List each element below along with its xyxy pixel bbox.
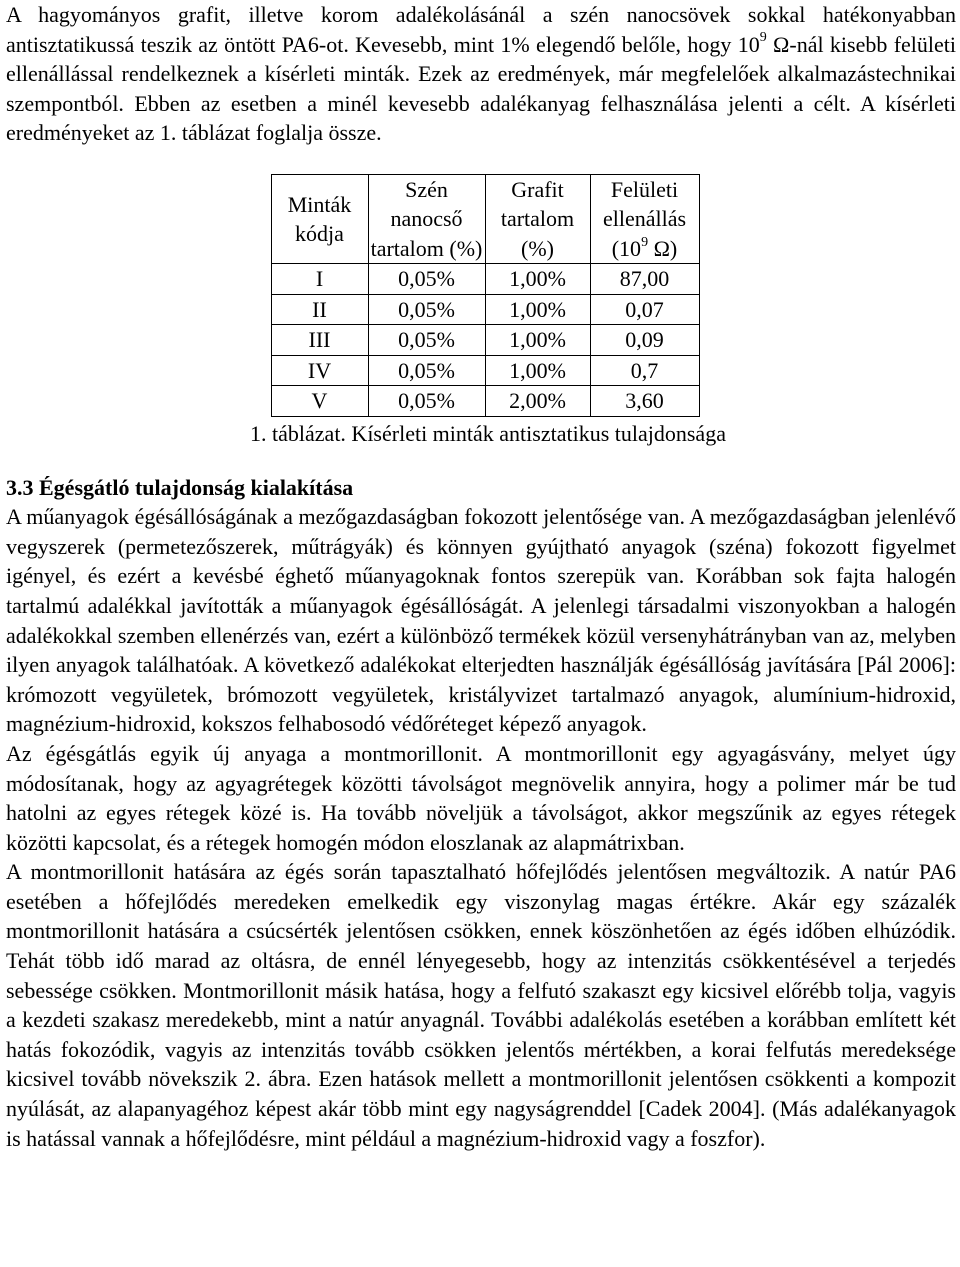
table-row xyxy=(271,355,699,386)
intro-text-part2: Ω-nál kisebb felületi ellenállással rendelkeznek a kísérleti minták. Ezek az eredmények, már megfelelőek alkalmazástechnikai szempontból. Ebben az esetben a minél kevesebb adalékanyag felhasználása jelenti a célt. A kísérleti eredményeket az 1. táblázat foglalja össze. xyxy=(6,31,956,146)
section-paragraph-3: A montmorillonit hatására az égés során tapasztalható hőfejlődés jelentősen megváltozik. A natúr PA6 esetében a hőfejlődés meredeken emelkedik egy viszonylag magas értékre. Akár egy százalék montmorillonit hatására a csúcsérték jelentősen csökken, ennek köszönhetően az égés időben elhúzódik. Tehát több idő marad az oltásra, de ennél lényegesebb, hogy az intenzitás csökkentésével a terjedés sebessége csökken. Montmorillonit másik hatása, hogy a felfutó szakaszt egy kicsivel előrébb tolja, vagyis a kezdeti szakasz meredekebb, mint a natúr anyagnál. További adalékolás esetében a korábban említett két hatás fokozódik, vagyis az intenzitás tovább csökken jelentős mértékben, a korai felfutás meredeksége kicsivel tovább növekszik 2. ábra. Ezen hatások mellett a montmorillonit jelentősen csökkenti a kompozit nyúlását, az alapanyagéhoz képest akár több mint egy nagyságrenddel [Cadek 2004]. (Más adalékanyagok is hatással vannak a hőfejlődésre, mint például a magnézium-hidroxid vagy a foszfor). xyxy=(6,859,956,1151)
table-row xyxy=(271,264,699,295)
cell-surface-resistance: 3,60 xyxy=(590,386,699,417)
intro-exponent: 9 xyxy=(759,30,767,46)
results-table xyxy=(271,174,700,417)
table-row xyxy=(271,386,699,417)
cell-sample-code: V xyxy=(271,386,368,417)
table-caption: 1. táblázat. Kísérleti minták antisztatikus tulajdonsága xyxy=(250,420,726,446)
cell-cnt-content: 0,05% xyxy=(368,264,485,295)
cell-graphite-content: 2,00% xyxy=(485,386,590,417)
cell-graphite-content: 1,00% xyxy=(485,325,590,356)
cell-surface-resistance: 0,07 xyxy=(590,294,699,325)
section-heading: 3.3 Égésgátló tulajdonság kialakítása xyxy=(6,474,354,500)
cell-cnt-content: 0,05% xyxy=(368,294,485,325)
cell-cnt-content: 0,05% xyxy=(368,355,485,386)
cell-graphite-content: 1,00% xyxy=(485,264,590,295)
cell-sample-code: II xyxy=(271,294,368,325)
cell-graphite-content: 1,00% xyxy=(485,294,590,325)
header-graphite-content: Grafit tartalom (%) xyxy=(485,174,590,264)
section-paragraph-2: Az égésgátlás egyik új anyaga a montmorillonit. A montmorillonit egy agyagásvány, melyet úgy módosítanak, hogy az agyagrétegek közötti távolságot megnövelik annyira, hogy a polimer már be tud hatolni az egyes rétegek közé is. Ha tovább növeljük a távolságot, akkor megszűnik az egyes rétegek közötti kapcsolat, és a rétegek homogén módon eloszlanak az alapmátrixban. xyxy=(6,740,956,855)
cell-graphite-content: 1,00% xyxy=(485,355,590,386)
cell-surface-resistance: 87,00 xyxy=(590,264,699,295)
table-row xyxy=(271,325,699,356)
section-paragraph-1: A műanyagok égésállóságának a mezőgazdaságban fokozott jelentősége van. A mezőgazdaságban jelenlévő vegyszerek (permetezőszerek, műtrágyák) és könnyen gyújtható anyagok (széna) fokozott figyelmet igényel, és ezért a kevésbé éghető műanyagoknak fontos szerepük van. Korábban sok fajta halogén tartalmú adalékkal javították a műanyagok égésállóságát. A jelenlegi társadalmi viszonyokban a halogén adalékokkal szemben ellenérzés van, ezért a különböző termékek közül versenyhátrányban van az, melyben ilyen anyagok találhatóak. A következő adalékokat elterjedten használják égésállóság javítására [Pál 2006]: krómozott vegyületek, brómozott vegyületek, kristályvizet tartalmazó anyagok, alumínium-hidroxid, magnézium-hidroxid, kokszos felhabosodó védőréteget képező anyagok. xyxy=(6,504,956,737)
header-surface-resistance: Felületi ellenállás ($10^9$ Ω) xyxy=(590,174,699,264)
cell-surface-resistance: 0,09 xyxy=(590,325,699,356)
cell-sample-code: I xyxy=(271,264,368,295)
results-table-wrapper xyxy=(14,174,956,417)
header-sample-code: Minták kódja xyxy=(271,174,368,264)
cell-cnt-content: 0,05% xyxy=(368,325,485,356)
cell-cnt-content: 0,05% xyxy=(368,386,485,417)
table-row xyxy=(271,294,699,325)
cell-sample-code: III xyxy=(271,325,368,356)
intro-text-part1: A hagyományos grafit, illetve korom adalékolásánál a szén nanocsövek sokkal hatékonyabban antisztatikussá teszik az öntött PA6-ot. Kevesebb, mint 1% elegendő belőle, hogy 10 xyxy=(6,2,956,57)
intro-paragraph xyxy=(6,0,956,148)
table-header-row xyxy=(271,174,699,264)
cell-surface-resistance: 0,7 xyxy=(590,355,699,386)
cell-sample-code: IV xyxy=(271,355,368,386)
header-cnt-content: Szén nanocső tartalom (%) xyxy=(368,174,485,264)
